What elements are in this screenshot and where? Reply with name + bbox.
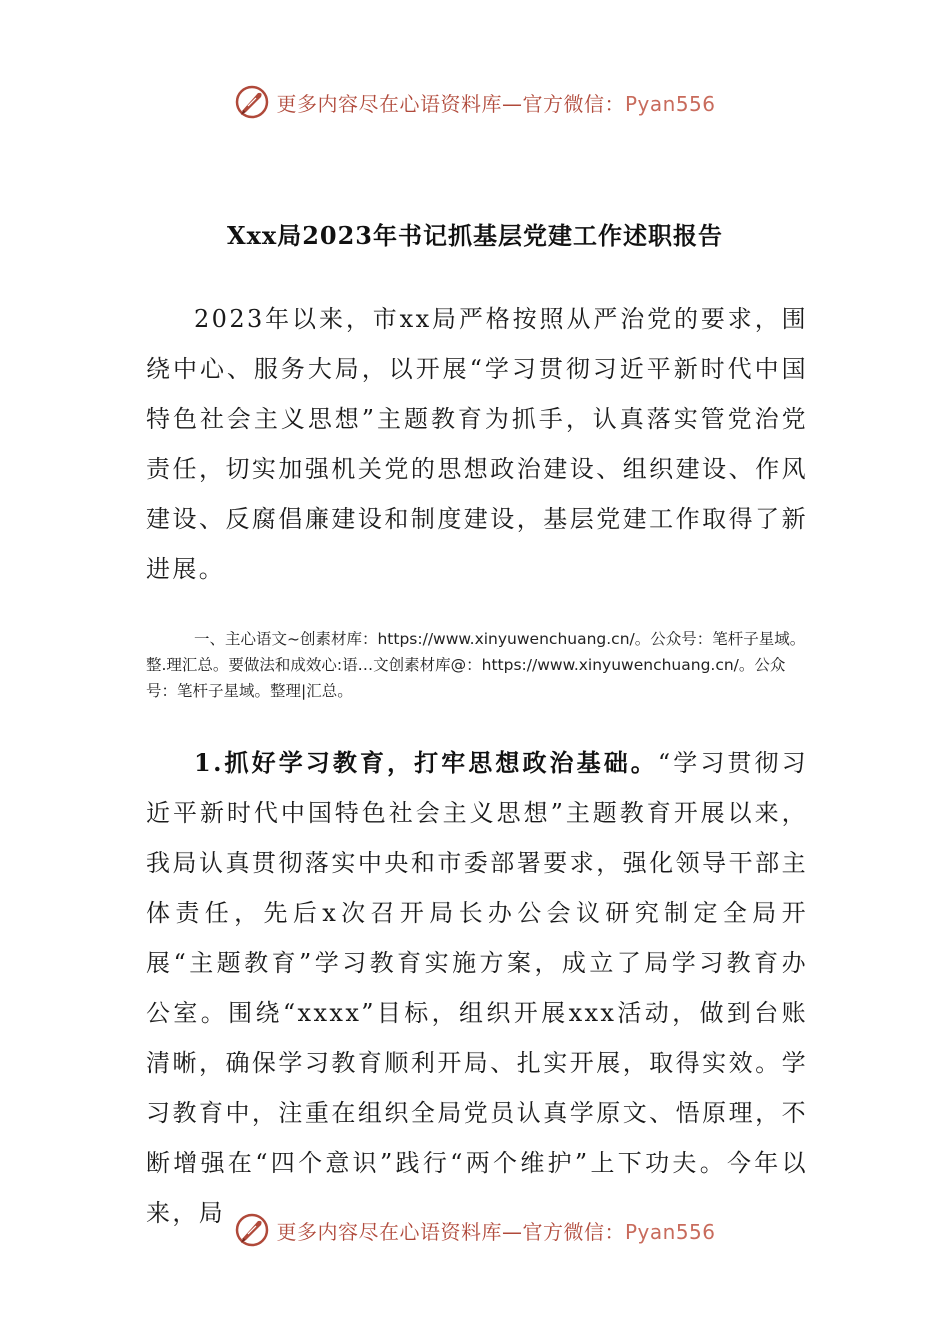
- footer-banner: [0, 1210, 950, 1250]
- intro-paragraph: 2023年以来，市xx局严格按照从严治党的要求，围绕中心、服务大局，以开展“学习贯彻习近平新时代中国特色社会主义思想”主题教育为抓手，认真落实管党治党责任，切实加强机关党的思想政治建设、组织建设、作风建设、反腐倡廉建设和制度建设，基层党建工作取得了新进展。: [146, 305, 808, 583]
- banner-text: 更多内容尽在心语资料库—官方微信：Pyan556: [276, 91, 716, 116]
- header-banner: [0, 82, 950, 122]
- quill-logo-icon: [234, 84, 270, 120]
- section-1-body: “学习贯彻习近平新时代中国特色社会主义思想”主题教育开展以来，我局认真贯彻落实中央和市委部署要求，强化领导干部主体责任，先后x次召开局长办公会议研究制定全局开展“主题教育”学习教育实施方案，成立了局学习教育办公室。围绕“xxxx”目标，组织开展xxx活动，做到台账清晰，确保学习教育顺利开局、扎实开展，取得实效。学习教育中，注重在组织全局党员认真学原文、悟原理，不断增强在“四个意识”践行“两个维护”上下功夫。今年以来，局: [146, 749, 808, 1227]
- section-1-heading: 1.抓好学习教育，打牢思想政治基础。: [194, 748, 658, 777]
- wechat-id: Pyan556: [624, 1219, 716, 1244]
- banner-text: 更多内容尽在心语资料库—官方微信：Pyan556: [276, 1219, 716, 1244]
- quill-logo-icon: [234, 1212, 270, 1248]
- source-note: 一、主心语文~创素材库：https://www.xinyuwenchuang.cn/。公众号：笔杆子星域。整.理汇总。要做法和成效心:语…文创素材库@：https://www.xinyuwenchuang.cn/。公众号：笔杆子星域。整理|汇总。: [146, 630, 806, 700]
- wechat-id: Pyan556: [624, 91, 716, 116]
- section-1-paragraph: [146, 738, 808, 1238]
- document-title: Xxx局2023年书记抓基层党建工作述职报告: [226, 221, 724, 250]
